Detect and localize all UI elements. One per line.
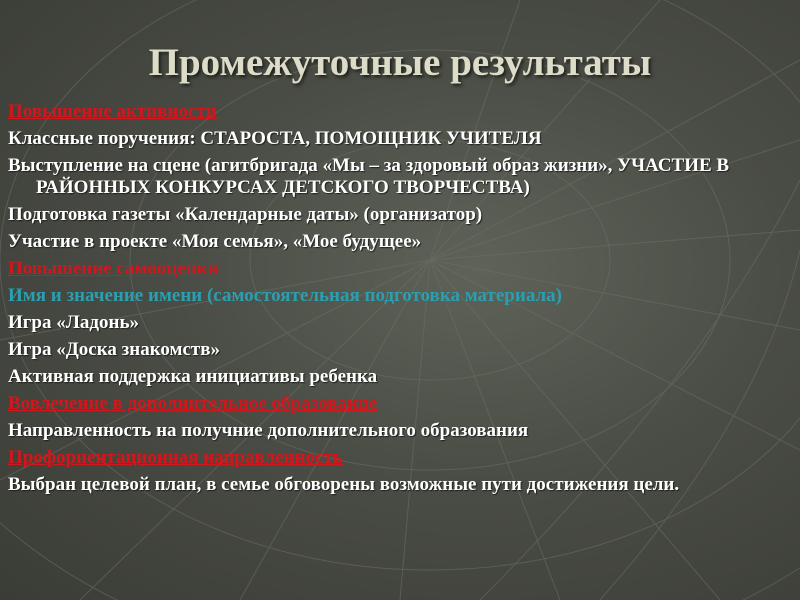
section-heading-additional-education: Вовлечение в дополнительное образование [8, 393, 378, 414]
list-item: Активная поддержка инициативы ребенка [8, 366, 378, 387]
list-item-highlighted: Имя и значение имени (самостоятельная подготовка материала) [8, 285, 562, 306]
slide-content [8, 101, 788, 501]
list-item: Классные поручения: СТАРОСТА, ПОМОЩНИК УЧИТЕЛЯ [8, 128, 542, 149]
section-heading-self-esteem: Повышение самооценки [8, 258, 219, 279]
section-heading-activity: Повышение активности [8, 101, 217, 122]
list-item: Направленность на получние дополнительного образования [8, 420, 529, 441]
list-item: Участие в проекте «Моя семья», «Мое будущее» [8, 231, 422, 252]
list-item: Выбран целевой план, в семье обговорены возможные пути достижения цели. [8, 474, 680, 495]
list-item: Игра «Ладонь» [8, 312, 139, 333]
list-item: Игра «Доска знакомств» [8, 339, 221, 360]
slide-title: Промежуточные результаты [148, 41, 652, 84]
list-item: Выступление на сцене (агитбригада «Мы – за здоровый образ жизни», УЧАСТИЕ В РАЙОННЫХ КОНКУРСАХ ДЕТСКОГО ТВОРЧЕСТВА) [8, 155, 730, 198]
list-item: Подготовка газеты «Календарные даты» (организатор) [8, 204, 483, 225]
section-heading-career-guidance: Профориентационная направленность [8, 447, 343, 468]
